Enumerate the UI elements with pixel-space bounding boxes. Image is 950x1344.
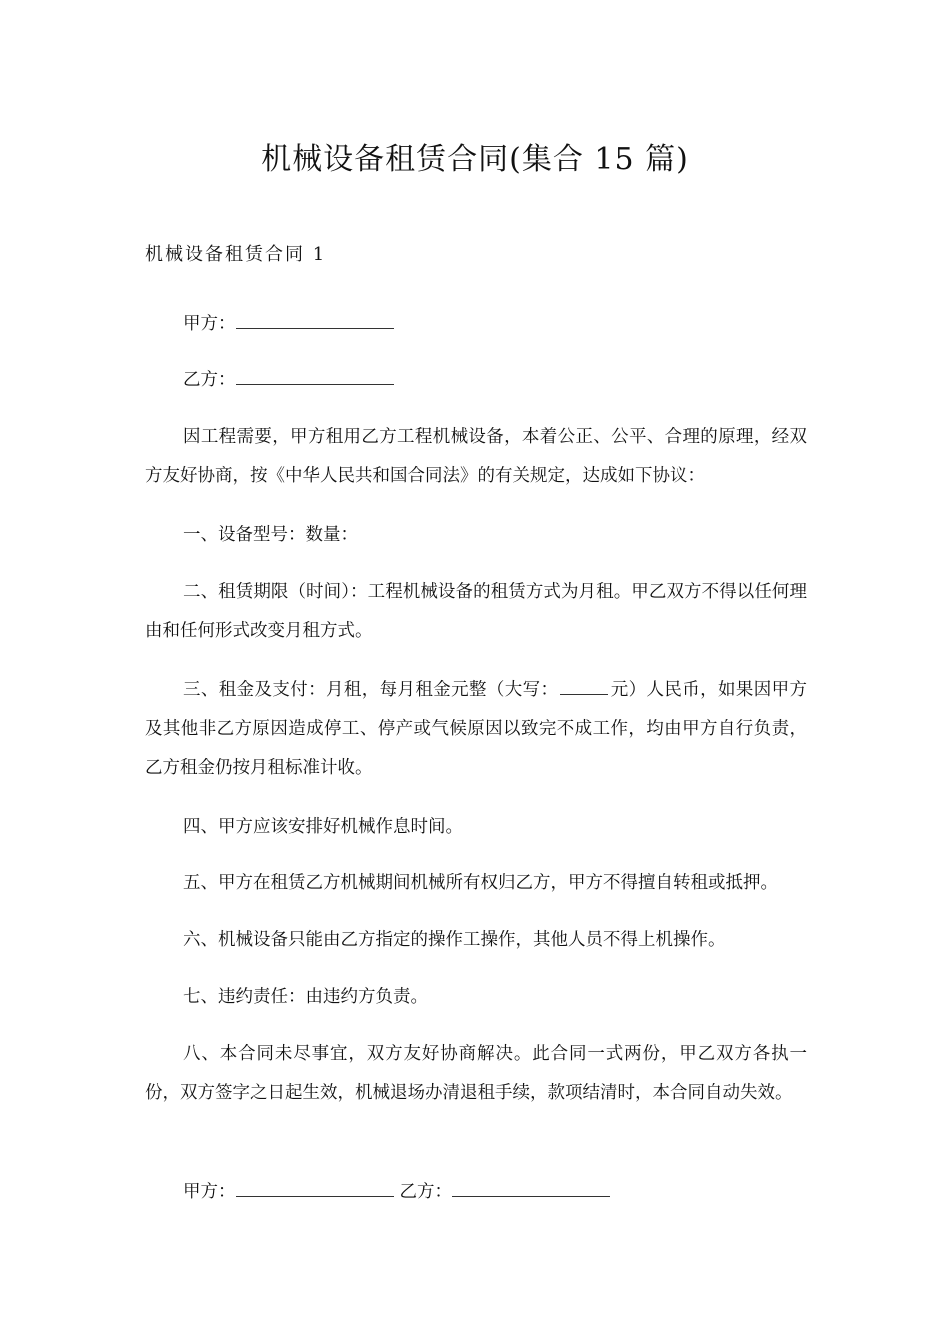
clause-3-pre: 三、租金及支付：月租，每月租金元整（大写： xyxy=(183,680,559,700)
clause-3 xyxy=(145,671,807,788)
clause-3-post: 元）人民币，如果因甲方及其他非乙方原因造成停工、停产或气候原因以致完不成工作，均由甲方自行负责，乙方租金仍按月租标准计收。 xyxy=(145,680,807,778)
clause-1: 一、设备型号：数量： xyxy=(183,525,358,545)
clause-2: 二、租赁期限（时间）：工程机械设备的租赁方式为月租。甲乙双方不得以任何理由和任何形式改变月租方式。 xyxy=(145,582,807,641)
clause-8: 八、本合同未尽事宜，双方友好协商解决。此合同一式两份，甲乙双方各执一份，双方签字之日起生效，机械退场办清退租手续，款项结清时，本合同自动失效。 xyxy=(145,1044,807,1103)
party-b-line xyxy=(145,361,807,400)
clause-4: 四、甲方应该安排好机械作息时间。 xyxy=(183,817,463,837)
clause-6: 六、机械设备只能由乙方指定的操作工操作，其他人员不得上机操作。 xyxy=(183,930,726,950)
signature-party-b-blank xyxy=(452,1178,610,1197)
section-title: 机械设备租赁合同 1 xyxy=(145,244,327,265)
party-a-label: 甲方： xyxy=(183,314,236,334)
party-b-blank xyxy=(236,366,394,385)
clause-5: 五、甲方在租赁乙方机械期间机械所有权归乙方，甲方不得擅自转租或抵押。 xyxy=(183,873,778,893)
party-a-blank xyxy=(236,310,394,329)
document-title: 机械设备租赁合同(集合 15 篇) xyxy=(261,142,689,177)
signature-party-a-blank xyxy=(236,1178,394,1197)
party-a-line xyxy=(145,305,807,344)
clause-7: 七、违约责任：由违约方负责。 xyxy=(183,987,428,1007)
signature-party-b-label: 乙方： xyxy=(399,1182,452,1202)
signature-line xyxy=(145,1173,807,1212)
signature-party-a-label: 甲方： xyxy=(183,1182,236,1202)
clause-3-blank xyxy=(560,676,608,695)
intro-paragraph: 因工程需要，甲方租用乙方工程机械设备，本着公正、公平、合理的原理，经双方友好协商，按《中华人民共和国合同法》的有关规定，达成如下协议： xyxy=(145,427,807,486)
party-b-label: 乙方： xyxy=(183,370,236,390)
